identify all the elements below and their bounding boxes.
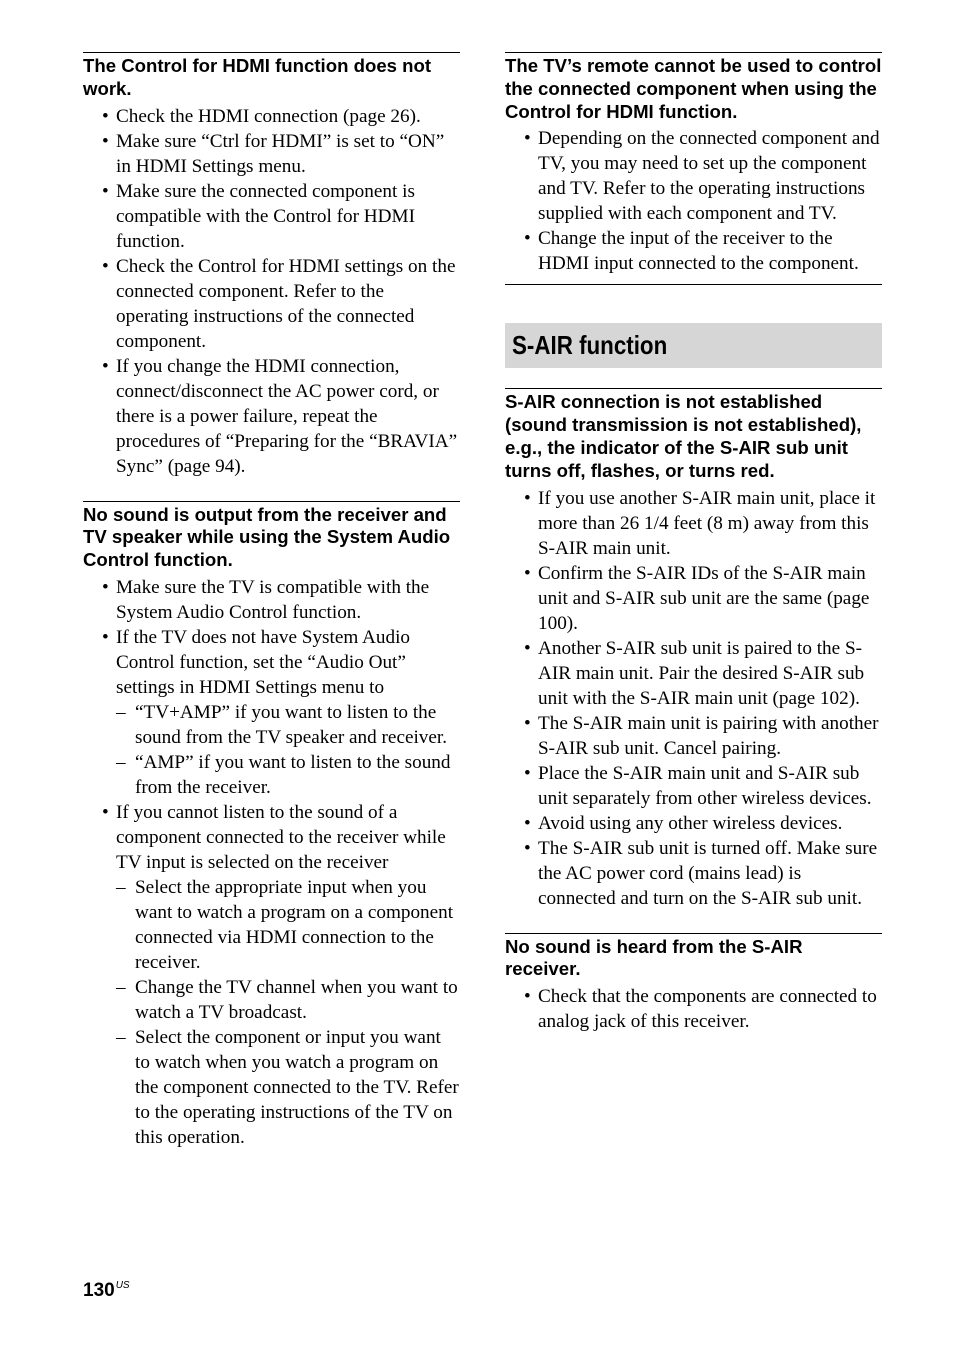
section-s-air-no-sound (505, 933, 882, 1035)
list-item (505, 486, 882, 561)
right-column (505, 52, 882, 1034)
bullet-icon: • (524, 986, 531, 1008)
dash-icon: – (116, 876, 126, 898)
bullet-icon: • (102, 626, 109, 648)
section-system-audio (83, 501, 460, 1150)
list-item-text: Check the HDMI connection (page 26). (116, 105, 421, 127)
page-number-value: 130 (83, 1280, 115, 1301)
list-item-text: If you use another S-AIR main unit, place it more than 26 1/4 feet (8 m) away from this S-AIR main unit. (538, 487, 876, 559)
bullet-icon: • (102, 180, 109, 202)
sub-list-item (83, 975, 460, 1025)
list-item-text: If you cannot listen to the sound of a component connected to the receiver while TV input is selected on the receiver (116, 801, 446, 873)
list-item-text: The S-AIR sub unit is turned off. Make sure the AC power cord (mains lead) is connected and turn on the S-AIR sub unit. (538, 837, 878, 909)
chapter-title: S-AIR function (512, 330, 668, 361)
list-item-text: Depending on the connected component and TV, you may need to set up the component and TV. Refer to the operating instructions supplied with each component and TV. (538, 128, 880, 225)
page-number-suffix: US (115, 1280, 130, 1291)
sub-list-item (83, 1025, 460, 1150)
bullet-list (505, 486, 882, 911)
list-item-text: Check the Control for HDMI settings on the connected component. Refer to the operating instructions of the connected component. (116, 255, 456, 352)
sub-list-item (83, 750, 460, 800)
list-item-text: The S-AIR main unit is pairing with another S-AIR sub unit. Cancel pairing. (538, 712, 879, 759)
list-item-text: Another S-AIR sub unit is paired to the S-AIR main unit. Pair the desired S-AIR sub unit with the S-AIR main unit (page 102). (538, 637, 865, 709)
sub-list-item-text: “TV+AMP” if you want to listen to the sound from the TV speaker and receiver. (135, 701, 448, 748)
list-item (83, 625, 460, 700)
bullet-icon: • (102, 130, 109, 152)
list-item (505, 984, 882, 1034)
list-item (505, 761, 882, 811)
bullet-icon: • (102, 355, 109, 377)
section-hdmi-control (83, 52, 460, 479)
bullet-icon: • (524, 812, 531, 834)
list-item (505, 126, 882, 226)
bullet-icon: • (524, 562, 531, 584)
list-item (83, 104, 460, 129)
section-divider (505, 284, 882, 285)
sub-list-item-text: “AMP” if you want to listen to the sound from the receiver. (135, 751, 451, 798)
section-heading: The Control for HDMI function does not work. (83, 55, 432, 99)
dash-icon: – (116, 976, 126, 998)
bullet-list (83, 575, 460, 1150)
sub-list-item (83, 875, 460, 975)
bullet-list (83, 104, 460, 479)
bullet-icon: • (524, 128, 531, 150)
list-item (505, 811, 882, 836)
list-item-text: If you change the HDMI connection, connect/disconnect the AC power cord, or there is a power failure, repeat the procedures of “Preparing for the “BRAVIA” Sync” (page 94). (116, 355, 458, 477)
bullet-icon: • (524, 712, 531, 734)
list-item (505, 226, 882, 276)
bullet-icon: • (524, 637, 531, 659)
list-item (83, 129, 460, 179)
section-heading: No sound is heard from the S-AIR receiver. (505, 935, 803, 980)
list-item-text: Change the input of the receiver to the HDMI input connected to the component. (538, 228, 859, 275)
bullet-icon: • (102, 576, 109, 598)
list-item-text: Make sure the TV is compatible with the System Audio Control function. (116, 576, 430, 623)
bullet-icon: • (524, 762, 531, 784)
bullet-icon: • (102, 255, 109, 277)
list-item (505, 711, 882, 761)
bullet-icon: • (524, 228, 531, 250)
list-item (83, 800, 460, 875)
sub-list-item-text: Select the component or input you want to watch when you watch a program on the component connected to the TV. Refer to the operating instructions of the TV on this operation. (135, 1026, 459, 1148)
chapter-banner (505, 323, 882, 368)
list-item-text: If the TV does not have System Audio Control function, set the “Audio Out” settings in HDMI Settings menu to (116, 626, 411, 698)
bullet-icon: • (102, 105, 109, 127)
list-item-text: Place the S-AIR main unit and S-AIR sub unit separately from other wireless devices. (538, 762, 872, 809)
bullet-icon: • (524, 487, 531, 509)
sub-list-item (83, 700, 460, 750)
list-item-text: Confirm the S-AIR IDs of the S-AIR main unit and S-AIR sub unit are the same (page 100). (538, 562, 870, 634)
dash-icon: – (116, 701, 126, 723)
list-item-text: Check that the components are connected to analog jack of this receiver. (538, 986, 877, 1033)
section-heading: S-AIR connection is not established (sound transmission is not established), e.g., the indicator of the S-AIR sub unit turns off, flashes, or turns red. (505, 391, 862, 481)
list-item-text: Make sure “Ctrl for HDMI” is set to “ON” in HDMI Settings menu. (116, 130, 445, 177)
dash-icon: – (116, 1026, 126, 1048)
bullet-list (505, 984, 882, 1034)
bullet-icon: • (102, 801, 109, 823)
list-item-text: Make sure the connected component is compatible with the Control for HDMI function. (116, 180, 415, 252)
list-item-text: Avoid using any other wireless devices. (538, 812, 843, 834)
section-heading: The TV’s remote cannot be used to control the connected component when using the Control for HDMI function. (505, 55, 882, 122)
list-item (83, 575, 460, 625)
page-number (83, 1280, 130, 1302)
dash-icon: – (116, 751, 126, 773)
section-tv-remote (505, 52, 882, 285)
bullet-icon: • (524, 837, 531, 859)
sub-list-item-text: Change the TV channel when you want to watch a TV broadcast. (135, 976, 458, 1023)
sub-list-item-text: Select the appropriate input when you want to watch a program on a component connected via HDMI connection to the receiver. (135, 876, 454, 973)
list-item (505, 836, 882, 911)
section-heading: No sound is output from the receiver and TV speaker while using the System Audio Control function. (83, 503, 451, 571)
list-item (505, 561, 882, 636)
left-column (83, 52, 460, 1150)
list-item (83, 354, 460, 479)
bullet-list (505, 126, 882, 276)
section-s-air-connection (505, 388, 882, 910)
list-item (83, 179, 460, 254)
list-item (83, 254, 460, 354)
list-item (505, 636, 882, 711)
